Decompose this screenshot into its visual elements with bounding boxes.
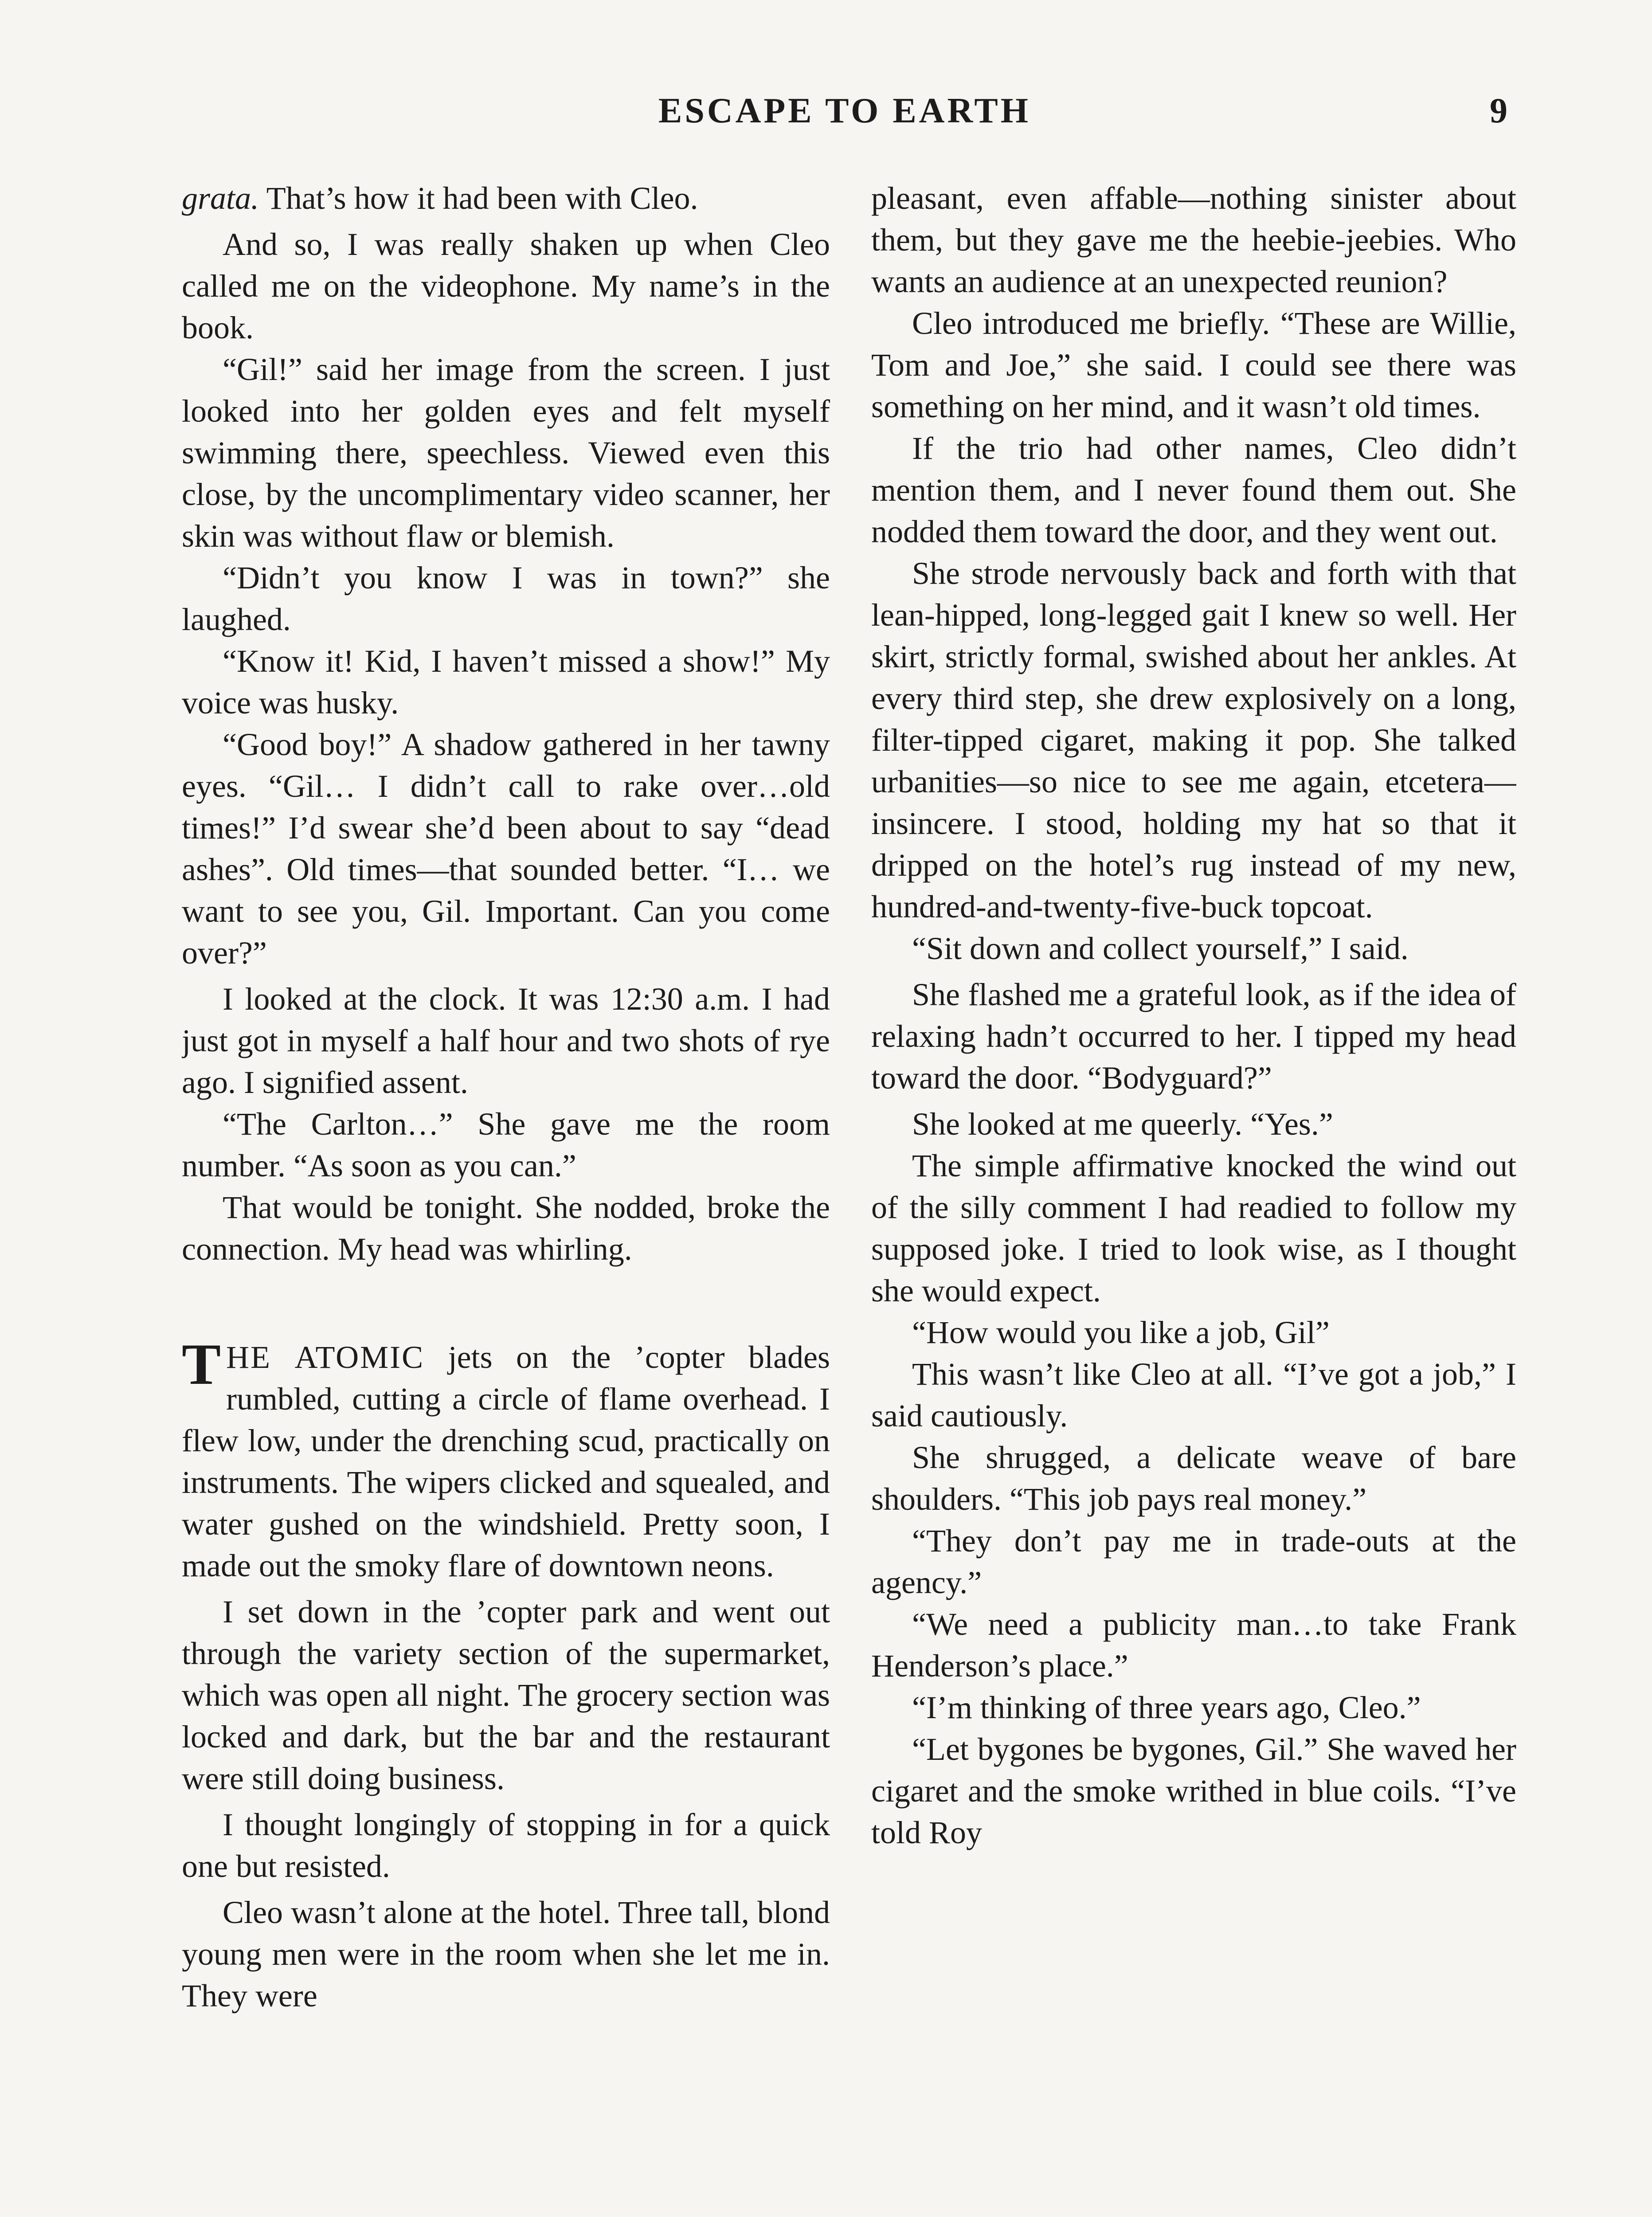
paragraph: “They don’t pay me in trade-outs at the agency.” [871, 1523, 1516, 1600]
drop-cap: T [182, 1332, 221, 1397]
paragraph: I thought longingly of stopping in for a quick one but resisted. [182, 1807, 830, 1884]
paragraph: She looked at me queerly. “Yes.” [912, 1106, 1333, 1142]
paragraph: “Sit down and collect yourself,” I said. [912, 931, 1409, 966]
page-header [182, 91, 1507, 144]
paragraph: That would be tonight. She nodded, broke the connection. My head was whirling. [182, 1190, 830, 1267]
paragraph: Cleo wasn’t alone at the hotel. Three tall, blond young men were in the room when she let me in. They were [182, 1895, 830, 2013]
paragraph: This wasn’t like Cleo at all. “I’ve got a job,” I said cautiously. [871, 1356, 1516, 1434]
paragraph: And so, I was really shaken up when Cleo called me on the videophone. My name’s in the book. [182, 227, 830, 345]
paragraph [182, 177, 830, 219]
paragraph: “Let bygones be bygones, Gil.” She waved her cigaret and the smoke writhed in blue coils. “I’ve told Roy [871, 1731, 1516, 1850]
paragraph: “Good boy!” A shadow gathered in her tawny eyes. “Gil… I didn’t call to rake over…old times!” I’d swear she’d been about to say “dead ashes”. Old times—that sounded better. “I… we want to see you, Gil. Important. Can you come over?” [182, 727, 830, 971]
paragraph: Cleo introduced me briefly. “These are Willie, Tom and Joe,” she said. I could see there was something on her mind, and it wasn’t old times. [871, 306, 1516, 424]
paragraph: She shrugged, a delicate weave of bare shoulders. “This job pays real money.” [871, 1440, 1516, 1517]
right-column [871, 177, 1516, 2217]
lead-in: HE ATOMIC [226, 1340, 425, 1375]
left-column [182, 177, 830, 2217]
paragraph: “How would you like a job, Gil” [912, 1315, 1330, 1350]
section-opening-paragraph [182, 1332, 830, 1586]
page-number: 9 [1490, 91, 1507, 130]
paragraph: If the trio had other names, Cleo didn’t mention them, and I never found them out. She nodded them toward the door, and they went out. [871, 431, 1516, 549]
paragraph: “Know it! Kid, I haven’t missed a show!” My voice was husky. [182, 643, 830, 721]
paragraph-text: That’s how it had been with Cleo. [259, 180, 698, 216]
paragraph: “We need a publicity man…to take Frank Henderson’s place.” [871, 1606, 1516, 1684]
paragraph: She flashed me a grateful look, as if the idea of relaxing hadn’t occurred to her. I tipped my head toward the door. “Bodyguard?” [871, 977, 1516, 1096]
paragraph: The simple affirmative knocked the wind out of the silly comment I had readied to follow my supposed joke. I tried to look wise, as I thought she would expect. [871, 1148, 1516, 1308]
paragraph: She strode nervously back and forth with that lean-hipped, long-legged gait I knew so well. Her skirt, strictly formal, swished about her ankles. At every third step, she drew explosively on a long, filter-tipped cigaret, making it pop. She talked urbanities—so nice to see me again, etcetera—insincere. I stood, holding my hat so that it dripped on the hotel’s rug instead of my new, hundred-and-twenty-five-buck topcoat. [871, 556, 1516, 924]
paragraph-text: jets on the ’copter blades rumbled, cutting a circle of flame overhead. I flew low, under the drenching scud, practically on instruments. The wipers clicked and squealed, and water gushed on the windshield. Pretty soon, I made out the smoky flare of downtown neons. [182, 1340, 830, 1583]
paragraph: “Didn’t you know I was in town?” she laughed. [182, 560, 830, 637]
paragraph: “I’m thinking of three years ago, Cleo.” [912, 1690, 1421, 1725]
paragraph: I looked at the clock. It was 12:30 a.m. I had just got in myself a half hour and two shots of rye ago. I signified assent. [182, 981, 830, 1100]
running-title: ESCAPE TO EARTH [658, 91, 1031, 130]
paragraph: I set down in the ’copter park and went out through the variety section of the supermarket, which was open all night. The grocery section was locked and dark, but the bar and the restaurant were still doing business. [182, 1594, 830, 1796]
paragraph: “Gil!” said her image from the screen. I just looked into her golden eyes and felt myself swimming there, speechless. Viewed even this close, by the uncomplimentary video scanner, her skin was without flaw or blemish. [182, 352, 830, 554]
paragraph: “The Carlton…” She gave me the room number. “As soon as you can.” [182, 1106, 830, 1183]
italic-fragment: grata. [182, 180, 259, 216]
paragraph: pleasant, even affable—nothing sinister about them, but they gave me the heebie-jeebies. Who wants an audience at an unexpected reunion? [871, 180, 1516, 299]
